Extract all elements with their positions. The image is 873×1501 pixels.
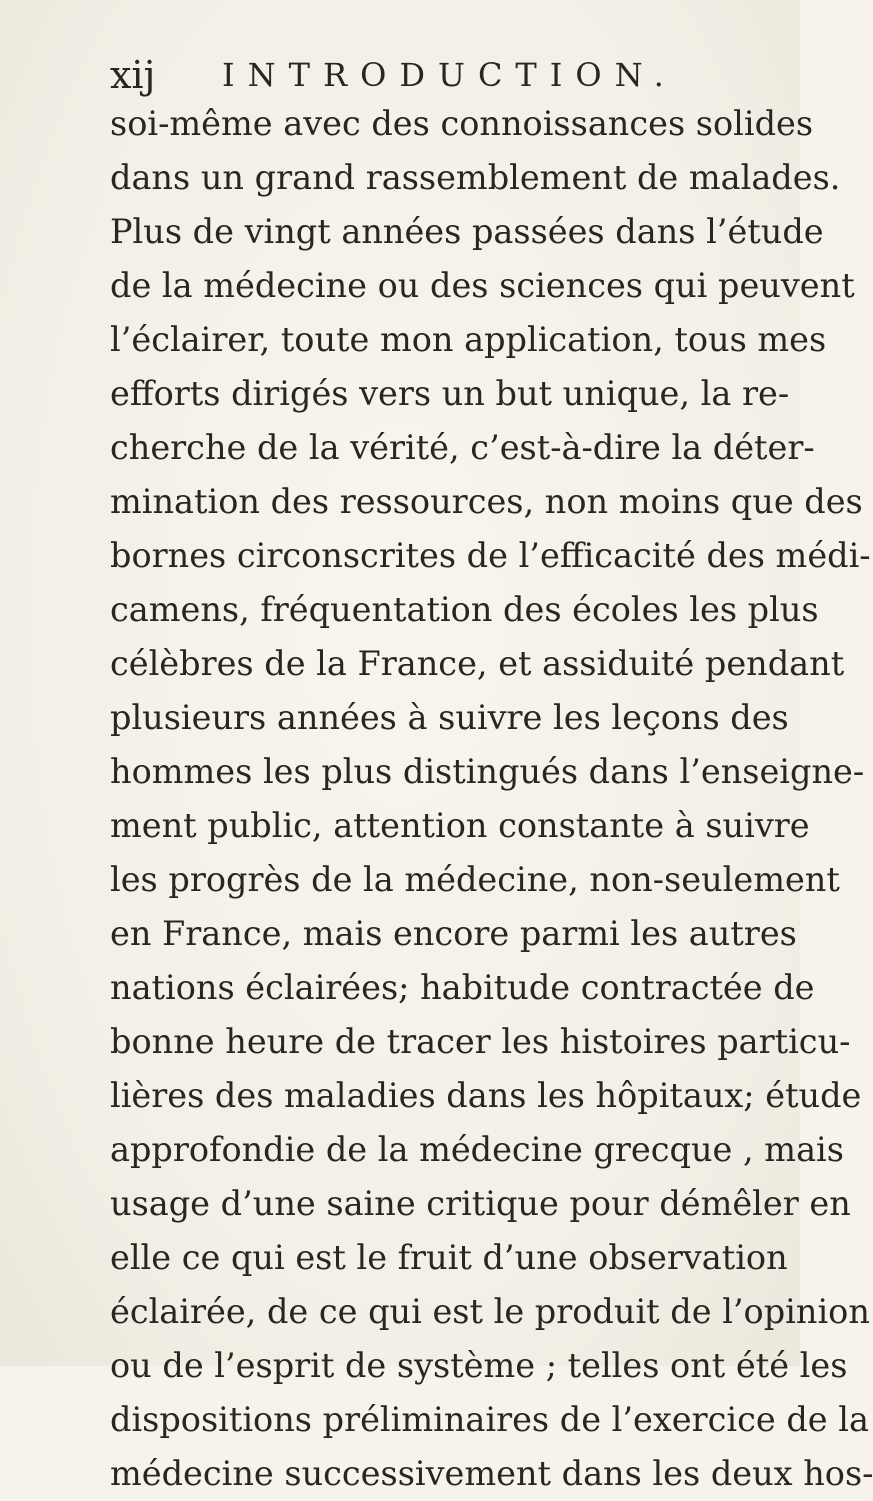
- text-line: approfondie de la médecine grecque , mais: [110, 1130, 844, 1169]
- text-line: bonne heure de tracer les histoires particu-: [110, 1022, 851, 1061]
- text-line: en France, mais encore parmi les autres: [110, 914, 797, 953]
- text-line: soi-même avec des connoissances solides: [110, 104, 814, 143]
- text-line: ou de l’esprit de système ; telles ont été les: [110, 1346, 848, 1385]
- text-line: elle ce qui est le fruit d’une observation: [110, 1238, 788, 1277]
- text-line: les progrès de la médecine, non-seulement: [110, 860, 840, 899]
- text-line: bornes circonscrites de l’efficacité des médi-: [110, 536, 871, 575]
- body-text: [110, 97, 873, 1501]
- text-line: plusieurs années à suivre les leçons des: [110, 698, 789, 737]
- text-line: éclairée, de ce qui est le produit de l’opinion: [110, 1292, 870, 1331]
- text-line: efforts dirigés vers un but unique, la re-: [110, 374, 790, 413]
- text-line: lières des maladies dans les hôpitaux; étude: [110, 1076, 862, 1115]
- text-line: cherche de la vérité, c’est-à-dire la déter-: [110, 428, 815, 467]
- running-title: INTRODUCTION.: [222, 56, 677, 94]
- text-line: usage d’une saine critique pour démêler en: [110, 1184, 851, 1223]
- text-line: hommes les plus distingués dans l’enseigne-: [110, 752, 865, 791]
- text-line: l’éclairer, toute mon application, tous mes: [110, 320, 827, 359]
- text-line: mination des ressources, non moins que des: [110, 482, 863, 521]
- text-line: camens, fréquentation des écoles les plus: [110, 590, 819, 629]
- text-line: nations éclairées; habitude contractée de: [110, 968, 815, 1007]
- text-line: médecine successivement dans les deux hos-: [110, 1454, 873, 1493]
- text-line: célèbres de la France, et assiduité pendant: [110, 644, 845, 683]
- text-line: Plus de vingt années passées dans l’étude: [110, 212, 824, 251]
- page-header: [110, 50, 710, 100]
- text-line: de la médecine ou des sciences qui peuvent: [110, 266, 855, 305]
- text-line: dispositions préliminaires de l’exercice de la: [110, 1400, 869, 1439]
- text-line: dans un grand rassemblement de malades.: [110, 158, 841, 197]
- text-line: ment public, attention constante à suivre: [110, 806, 810, 845]
- page-number: xij: [110, 53, 156, 97]
